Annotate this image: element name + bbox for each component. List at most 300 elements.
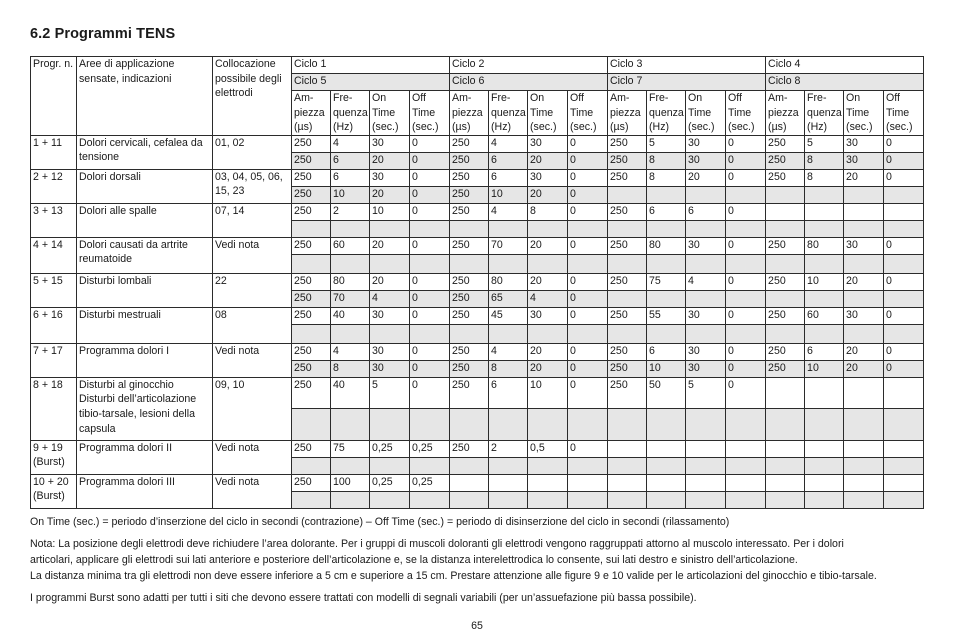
cell-value: 2	[489, 440, 528, 457]
cell-value: 45	[489, 307, 528, 324]
cell-value	[528, 254, 568, 273]
cell-value: 0	[410, 273, 450, 290]
program-electrodes: Vedi nota	[213, 474, 292, 508]
cell-value: 20	[528, 273, 568, 290]
cell-value: 30	[844, 237, 884, 254]
cell-value: 30	[370, 360, 410, 377]
program-area: Programma dolori III	[77, 474, 213, 508]
cell-value: 4	[331, 343, 370, 360]
header-param: On Time (sec.)	[370, 91, 410, 136]
header-param: Off Time (sec.)	[410, 91, 450, 136]
cell-value	[528, 474, 568, 491]
program-number: 9 + 19 (Burst)	[31, 440, 77, 474]
cell-value	[528, 408, 568, 440]
cell-value	[568, 457, 608, 474]
cell-value	[766, 324, 805, 343]
cell-value	[370, 220, 410, 237]
cell-value: 8	[528, 203, 568, 220]
cell-value	[528, 491, 568, 508]
cell-value: 55	[647, 307, 686, 324]
cell-value: 80	[489, 273, 528, 290]
cell-value: 40	[331, 307, 370, 324]
header-row	[31, 57, 924, 74]
cell-value	[608, 324, 647, 343]
cell-value: 8	[489, 360, 528, 377]
cell-value: 250	[292, 360, 331, 377]
cell-value: 0	[726, 360, 766, 377]
cell-value	[884, 203, 924, 220]
cell-value	[766, 220, 805, 237]
cell-value: 75	[647, 273, 686, 290]
header-aree: Aree di applicazione sensate, indicazioni	[77, 57, 213, 136]
cell-value	[766, 290, 805, 307]
cell-value: 250	[450, 152, 489, 169]
cell-value	[647, 440, 686, 457]
program-area: Dolori alle spalle	[77, 203, 213, 237]
cell-value	[450, 474, 489, 491]
cell-value	[766, 440, 805, 457]
cell-value	[844, 290, 884, 307]
cell-value	[844, 474, 884, 491]
cell-value: 20	[370, 273, 410, 290]
cell-value: 250	[292, 135, 331, 152]
cell-value: 0	[410, 343, 450, 360]
cell-value: 250	[450, 273, 489, 290]
cell-value: 250	[292, 237, 331, 254]
table-row	[31, 440, 924, 457]
program-number: 7 + 17	[31, 343, 77, 377]
cell-value	[331, 491, 370, 508]
cell-value	[370, 324, 410, 343]
cell-value	[686, 491, 726, 508]
cell-value: 250	[292, 307, 331, 324]
program-electrodes: 22	[213, 273, 292, 307]
cell-value: 0,25	[370, 440, 410, 457]
cell-value	[805, 290, 844, 307]
cell-value: 0	[568, 237, 608, 254]
cell-value: 20	[370, 152, 410, 169]
cell-value	[528, 457, 568, 474]
cell-value: 250	[608, 135, 647, 152]
cell-value: 6	[805, 343, 844, 360]
cell-value: 10	[805, 360, 844, 377]
cell-value	[450, 254, 489, 273]
cell-value	[608, 186, 647, 203]
cell-value: 8	[647, 169, 686, 186]
program-number: 3 + 13	[31, 203, 77, 237]
cell-value: 0	[726, 273, 766, 290]
cell-value: 0	[568, 290, 608, 307]
cell-value: 250	[292, 203, 331, 220]
cell-value: 0	[568, 169, 608, 186]
cell-value: 20	[370, 186, 410, 203]
cell-value	[766, 186, 805, 203]
cell-value	[686, 457, 726, 474]
cell-value	[844, 408, 884, 440]
cell-value	[292, 220, 331, 237]
cell-value: 30	[370, 135, 410, 152]
cell-value: 0	[410, 152, 450, 169]
cell-value: 0	[884, 343, 924, 360]
cell-value: 8	[331, 360, 370, 377]
cell-value: 20	[528, 360, 568, 377]
header-param: Fre-quenza (Hz)	[805, 91, 844, 136]
cell-value: 4	[528, 290, 568, 307]
cell-value: 5	[647, 135, 686, 152]
header-cycle-b: Ciclo 6	[450, 74, 608, 91]
cell-value: 10	[647, 360, 686, 377]
cell-value: 250	[766, 237, 805, 254]
cell-value: 100	[331, 474, 370, 491]
cell-value: 0	[884, 307, 924, 324]
cell-value: 20	[844, 343, 884, 360]
cell-value: 0,25	[410, 440, 450, 457]
cell-value: 0	[568, 377, 608, 408]
program-electrodes: Vedi nota	[213, 343, 292, 377]
cell-value: 4	[489, 203, 528, 220]
cell-value	[726, 290, 766, 307]
cell-value: 0	[726, 343, 766, 360]
cell-value: 250	[450, 377, 489, 408]
cell-value: 250	[450, 237, 489, 254]
cell-value: 250	[608, 343, 647, 360]
program-number: 5 + 15	[31, 273, 77, 307]
cell-value	[410, 408, 450, 440]
cell-value	[489, 254, 528, 273]
cell-value: 70	[489, 237, 528, 254]
cell-value	[489, 457, 528, 474]
cell-value	[292, 254, 331, 273]
program-number: 2 + 12	[31, 169, 77, 203]
cell-value: 0	[410, 377, 450, 408]
cell-value: 0	[568, 135, 608, 152]
cell-value: 250	[450, 360, 489, 377]
cell-value: 250	[766, 135, 805, 152]
cell-value: 5	[686, 377, 726, 408]
cell-value	[686, 254, 726, 273]
table-row	[31, 307, 924, 324]
cell-value: 250	[766, 273, 805, 290]
cell-value	[450, 457, 489, 474]
cell-value	[489, 324, 528, 343]
cell-value: 30	[528, 169, 568, 186]
cell-value: 250	[608, 169, 647, 186]
program-number: 8 + 18	[31, 377, 77, 440]
table-row	[31, 343, 924, 360]
table-row	[31, 203, 924, 220]
cell-value: 30	[686, 307, 726, 324]
cell-value: 250	[608, 360, 647, 377]
program-area: Disturbi al ginocchio Disturbi dell’articolazione tibio-tarsale, lesioni della capsula	[77, 377, 213, 440]
cell-value	[844, 457, 884, 474]
cell-value: 30	[370, 343, 410, 360]
cell-value	[331, 457, 370, 474]
cell-value	[805, 440, 844, 457]
header-cycle-b: Ciclo 7	[608, 74, 766, 91]
cell-value: 30	[686, 135, 726, 152]
cell-value: 6	[489, 152, 528, 169]
cell-value	[370, 254, 410, 273]
cell-value: 250	[766, 360, 805, 377]
program-electrodes: 03, 04, 05, 06, 15, 23	[213, 169, 292, 203]
cell-value	[686, 290, 726, 307]
cell-value	[884, 290, 924, 307]
cell-value: 0	[410, 186, 450, 203]
program-area: Dolori dorsali	[77, 169, 213, 203]
cell-value	[884, 377, 924, 408]
cell-value	[726, 220, 766, 237]
cell-value	[608, 220, 647, 237]
table-row	[31, 169, 924, 186]
cell-value	[568, 254, 608, 273]
cell-value	[608, 254, 647, 273]
program-electrodes: Vedi nota	[213, 237, 292, 273]
cell-value: 0	[884, 152, 924, 169]
section-title: 6.2 Programmi TENS	[30, 26, 176, 42]
cell-value	[844, 491, 884, 508]
cell-value	[844, 377, 884, 408]
cell-value	[568, 220, 608, 237]
cell-value: 30	[686, 360, 726, 377]
cell-value: 250	[292, 343, 331, 360]
cell-value: 10	[528, 377, 568, 408]
cell-value	[766, 457, 805, 474]
cell-value	[726, 457, 766, 474]
page-number: 65	[471, 620, 483, 632]
cell-value	[647, 491, 686, 508]
cell-value: 0	[410, 360, 450, 377]
cell-value	[450, 324, 489, 343]
cell-value	[370, 408, 410, 440]
header-prog: Progr. n.	[31, 57, 77, 136]
cell-value	[726, 491, 766, 508]
cell-value: 4	[331, 135, 370, 152]
cell-value	[686, 440, 726, 457]
cell-value: 0	[726, 237, 766, 254]
cell-value	[884, 186, 924, 203]
cell-value	[370, 491, 410, 508]
cell-value: 0	[410, 135, 450, 152]
header-param: Off Time (sec.)	[726, 91, 766, 136]
cell-value	[489, 474, 528, 491]
program-electrodes: Vedi nota	[213, 440, 292, 474]
cell-value	[608, 440, 647, 457]
cell-value: 0	[410, 290, 450, 307]
cell-value: 20	[528, 237, 568, 254]
table-row	[31, 237, 924, 254]
cell-value: 250	[450, 169, 489, 186]
cell-value	[410, 220, 450, 237]
cell-value: 0	[410, 203, 450, 220]
cell-value	[608, 474, 647, 491]
cell-value	[805, 324, 844, 343]
cell-value: 20	[528, 186, 568, 203]
cell-value	[726, 186, 766, 203]
cell-value: 10	[805, 273, 844, 290]
cell-value: 6	[686, 203, 726, 220]
cell-value: 8	[647, 152, 686, 169]
cell-value	[450, 220, 489, 237]
cell-value	[410, 457, 450, 474]
cell-value: 0	[410, 307, 450, 324]
cell-value: 250	[766, 343, 805, 360]
program-electrodes: 09, 10	[213, 377, 292, 440]
cell-value	[370, 457, 410, 474]
cell-value	[608, 408, 647, 440]
table-row	[31, 135, 924, 152]
cell-value	[292, 457, 331, 474]
cell-value	[844, 440, 884, 457]
program-electrodes: 08	[213, 307, 292, 343]
cell-value	[726, 324, 766, 343]
cell-value	[608, 457, 647, 474]
program-number: 10 + 20 (Burst)	[31, 474, 77, 508]
cell-value: 0,25	[410, 474, 450, 491]
cell-value: 65	[489, 290, 528, 307]
cell-value: 30	[686, 152, 726, 169]
cell-value: 30	[844, 307, 884, 324]
cell-value: 0	[568, 186, 608, 203]
program-electrodes: 07, 14	[213, 203, 292, 237]
cell-value: 20	[528, 343, 568, 360]
program-number: 4 + 14	[31, 237, 77, 273]
cell-value: 30	[844, 135, 884, 152]
cell-value: 0	[726, 203, 766, 220]
cell-value: 20	[370, 237, 410, 254]
cell-value: 20	[844, 169, 884, 186]
cell-value: 250	[292, 290, 331, 307]
cell-value: 50	[647, 377, 686, 408]
cell-value	[726, 474, 766, 491]
ontime-note: On Time (sec.) = periodo d’inserzione del ciclo in secondi (contrazione) – Off Time (sec.) = periodo di disinserzione del ciclo in secondi (rilassamento)	[30, 516, 730, 528]
cell-value: 20	[844, 273, 884, 290]
cell-value: 0	[410, 237, 450, 254]
cell-value	[489, 408, 528, 440]
cell-value: 30	[528, 135, 568, 152]
cell-value: 6	[647, 343, 686, 360]
cell-value: 250	[608, 152, 647, 169]
cell-value: 250	[608, 273, 647, 290]
cell-value: 75	[331, 440, 370, 457]
burst-note: I programmi Burst sono adatti per tutti i siti che devono essere trattati con modelli di segnali variabili (per un’assuefazione più bassa possibile).	[30, 592, 697, 604]
cell-value	[884, 220, 924, 237]
cell-value	[292, 408, 331, 440]
cell-value	[884, 440, 924, 457]
cell-value	[647, 254, 686, 273]
header-param: Fre-quenza (Hz)	[331, 91, 370, 136]
cell-value	[292, 324, 331, 343]
cell-value	[450, 408, 489, 440]
cell-value: 0	[568, 343, 608, 360]
cell-value: 0	[568, 360, 608, 377]
cell-value: 250	[292, 440, 331, 457]
header-param: On Time (sec.)	[686, 91, 726, 136]
cell-value	[489, 491, 528, 508]
cell-value: 60	[805, 307, 844, 324]
header-cycle-a: Ciclo 3	[608, 57, 766, 74]
program-area: Dolori cervicali, cefalea da tensione	[77, 135, 213, 169]
cell-value	[686, 474, 726, 491]
header-param: Fre-quenza (Hz)	[489, 91, 528, 136]
cell-value	[805, 491, 844, 508]
cell-value	[766, 377, 805, 408]
cell-value: 250	[292, 377, 331, 408]
cell-value	[410, 491, 450, 508]
table-row	[31, 273, 924, 290]
cell-value: 0	[568, 203, 608, 220]
cell-value	[805, 474, 844, 491]
cell-value: 4	[370, 290, 410, 307]
cell-value	[844, 220, 884, 237]
header-param: On Time (sec.)	[528, 91, 568, 136]
cell-value	[884, 408, 924, 440]
cell-value: 0	[884, 237, 924, 254]
cell-value: 6	[331, 152, 370, 169]
cell-value	[726, 254, 766, 273]
note-line-3: La distanza minima tra gli elettrodi non deve essere inferiore a 5 cm e superiore a 15 cm. Prestare attenzione alle figure 9 e 10 valide per le articolazioni del ginocchio e tibio-tarsale.	[30, 570, 877, 582]
cell-value: 250	[292, 152, 331, 169]
cell-value: 20	[844, 360, 884, 377]
program-area: Dolori causati da artrite reumatoide	[77, 237, 213, 273]
cell-value	[726, 440, 766, 457]
cell-value	[805, 203, 844, 220]
cell-value	[568, 324, 608, 343]
cell-value: 250	[450, 290, 489, 307]
cell-value: 0,25	[370, 474, 410, 491]
cell-value: 5	[370, 377, 410, 408]
header-param: Fre-quenza (Hz)	[647, 91, 686, 136]
cell-value	[647, 408, 686, 440]
header-param: Am-piezza (µs)	[450, 91, 489, 136]
cell-value: 0	[884, 360, 924, 377]
cell-value: 0	[726, 152, 766, 169]
cell-value: 40	[331, 377, 370, 408]
cell-value: 8	[805, 152, 844, 169]
program-area: Disturbi mestruali	[77, 307, 213, 343]
cell-value: 250	[608, 307, 647, 324]
cell-value: 250	[608, 237, 647, 254]
cell-value: 20	[686, 169, 726, 186]
cell-value: 250	[450, 186, 489, 203]
cell-value: 0	[726, 377, 766, 408]
cell-value: 80	[805, 237, 844, 254]
cell-value	[726, 408, 766, 440]
cell-value: 250	[450, 135, 489, 152]
cell-value	[884, 457, 924, 474]
cell-value: 0	[410, 169, 450, 186]
cell-value: 0	[568, 307, 608, 324]
cell-value	[844, 254, 884, 273]
cell-value: 6	[489, 169, 528, 186]
cell-value: 250	[608, 377, 647, 408]
cell-value	[766, 254, 805, 273]
cell-value	[528, 324, 568, 343]
table-row	[31, 474, 924, 491]
cell-value	[647, 474, 686, 491]
cell-value: 0	[568, 152, 608, 169]
cell-value: 250	[292, 169, 331, 186]
header-param: Am-piezza (µs)	[608, 91, 647, 136]
cell-value: 8	[805, 169, 844, 186]
cell-value	[766, 203, 805, 220]
cell-value: 4	[489, 135, 528, 152]
header-param: Off Time (sec.)	[568, 91, 608, 136]
cell-value	[686, 220, 726, 237]
cell-value: 10	[489, 186, 528, 203]
cell-value: 0	[726, 169, 766, 186]
cell-value	[450, 491, 489, 508]
cell-value: 80	[647, 237, 686, 254]
